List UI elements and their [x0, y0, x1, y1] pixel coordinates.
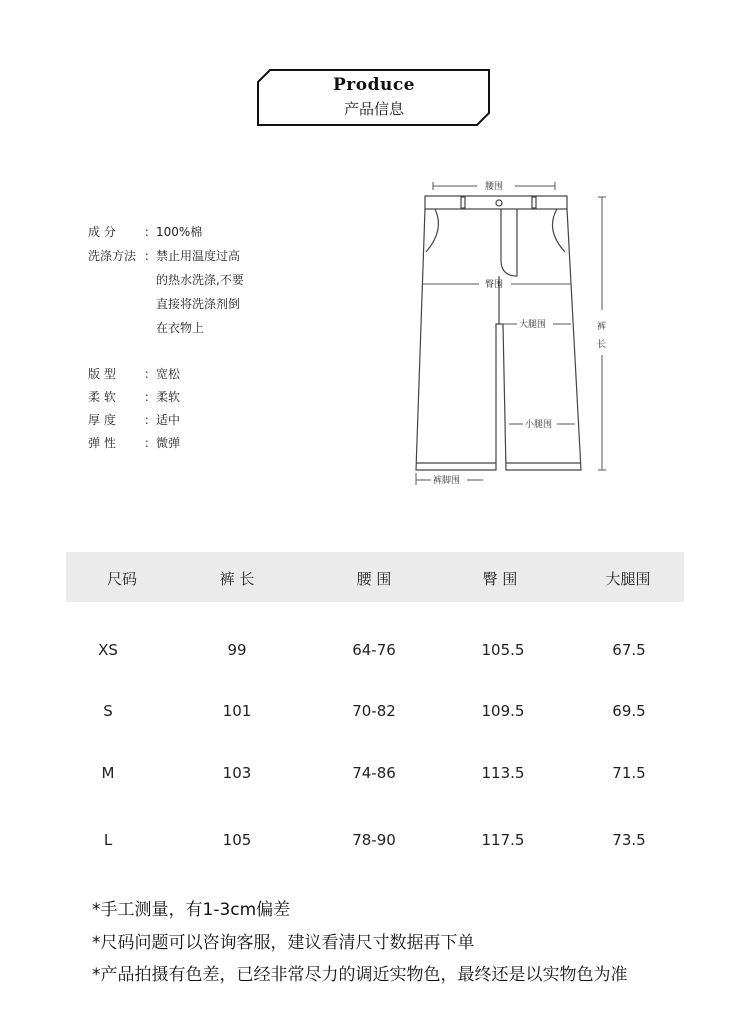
- note-size-question: *尺码问题可以咨询客服，建议看清尺寸数据再下单: [92, 933, 475, 953]
- table-cell: 67.5: [612, 641, 646, 659]
- table-cell: 78-90: [352, 831, 396, 849]
- belt-loop: [532, 197, 536, 208]
- attr-value-continued: 的热水洗涤,不要: [156, 273, 244, 287]
- table-cell: 105: [222, 831, 252, 849]
- table-cell: S: [103, 702, 113, 720]
- label-calf: 小腿围: [525, 420, 553, 430]
- label-thigh: 大腿围: [519, 320, 547, 330]
- attr-colon: ：: [144, 249, 157, 263]
- table-header-hip: 臀 围: [482, 570, 518, 588]
- note-measurement: *手工测量，有1-3cm偏差: [92, 900, 291, 920]
- attr-value: 禁止用温度过高: [156, 249, 241, 263]
- note-color-difference: *产品拍摄有色差，已经非常尽力的调近实物色，最终还是以实物色为准: [92, 965, 628, 985]
- attr-label: 厚 度: [88, 413, 116, 427]
- table-cell: 103: [222, 764, 252, 782]
- pants-outline: [416, 209, 581, 470]
- label-hem: 裤脚围: [433, 476, 461, 486]
- table-header-thigh: 大腿围: [605, 570, 651, 588]
- table-header-length: 裤 长: [219, 570, 255, 588]
- attr-value: 100%棉: [156, 225, 203, 239]
- attr-value-continued: 在衣物上: [156, 321, 205, 335]
- table-cell: 113.5: [481, 764, 525, 782]
- attr-label: 成 分: [88, 225, 116, 239]
- table-cell: 71.5: [612, 764, 646, 782]
- attr-label: 弹 性: [88, 436, 116, 450]
- product-info-header: [256, 69, 492, 127]
- pants-diagram-svg: [405, 170, 625, 495]
- table-cell: XS: [98, 641, 118, 659]
- belt-loop: [461, 197, 465, 208]
- attr-colon: ：: [144, 436, 157, 450]
- table-cell: 64-76: [352, 641, 396, 659]
- attr-colon: ：: [144, 413, 157, 427]
- table-cell: 69.5: [612, 702, 646, 720]
- label-length-2: 长: [597, 340, 607, 350]
- button-shape: [496, 200, 502, 206]
- table-cell: 70-82: [352, 702, 396, 720]
- table-cell: M: [101, 764, 115, 782]
- header-title-en: Produce: [333, 75, 415, 95]
- table-cell: 101: [222, 702, 252, 720]
- attr-value: 微弹: [156, 436, 181, 450]
- table-cell: 105.5: [481, 641, 525, 659]
- attr-value-continued: 直接将洗涤剂倒: [156, 297, 241, 311]
- label-hip: 臀围: [485, 280, 504, 290]
- attr-colon: ：: [144, 390, 157, 404]
- label-waist: 腰围: [485, 182, 504, 192]
- attr-colon: ：: [144, 225, 157, 239]
- attr-label: 版 型: [88, 367, 116, 381]
- attr-label: 洗涤方法: [88, 249, 137, 263]
- table-header-size: 尺码: [106, 570, 137, 588]
- attr-colon: ：: [144, 367, 157, 381]
- attr-value: 宽松: [156, 367, 181, 381]
- table-cell: 117.5: [481, 831, 525, 849]
- attr-value: 适中: [156, 413, 181, 427]
- attr-label: 柔 软: [88, 390, 116, 404]
- pants-measurement-diagram: [405, 170, 625, 495]
- attr-value: 柔软: [156, 390, 181, 404]
- table-cell: 74-86: [352, 764, 396, 782]
- table-cell: 99: [227, 641, 247, 659]
- table-cell: L: [103, 831, 113, 849]
- header-title-cn: 产品信息: [343, 100, 404, 118]
- table-cell: 73.5: [612, 831, 646, 849]
- label-length-1: 裤: [597, 322, 607, 332]
- table-cell: 109.5: [481, 702, 525, 720]
- table-header-waist: 腰 围: [356, 570, 392, 588]
